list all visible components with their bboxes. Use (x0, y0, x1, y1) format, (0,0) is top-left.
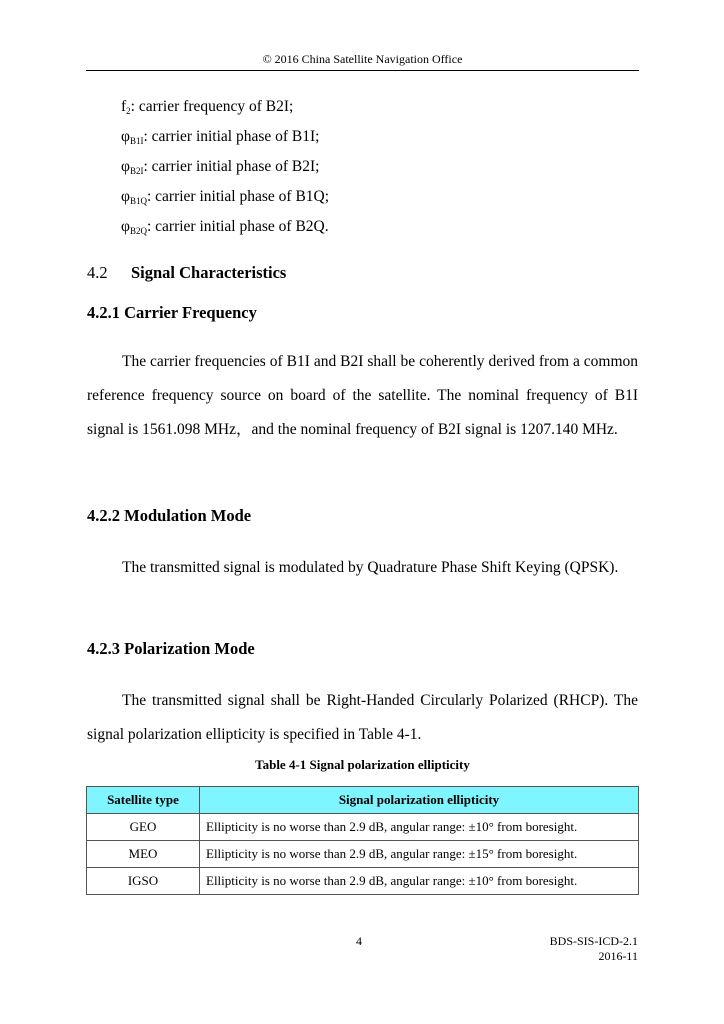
paragraph-modulation-mode: The transmitted signal is modulated by Quadrature Phase Shift Keying (QPSK). (122, 559, 619, 576)
definition-item (121, 92, 329, 122)
definition-item (121, 152, 329, 182)
section-title: Signal Characteristics (131, 263, 287, 282)
definition-symbol: φ (121, 128, 130, 145)
definition-text: : carrier initial phase of B2Q. (146, 218, 329, 235)
table-caption: Table 4-1 Signal polarization ellipticity (255, 757, 470, 772)
heading-polarization-mode: 4.2.3 Polarization Mode (87, 639, 255, 658)
table-row (87, 868, 639, 895)
document-code: BDS-SIS-ICD-2.1 (549, 934, 638, 948)
document-id (550, 934, 638, 964)
definition-symbol: f (121, 98, 127, 115)
polarization-table (86, 786, 639, 895)
definition-symbol: φ (121, 188, 130, 205)
definition-item (121, 212, 329, 242)
table-row (87, 814, 639, 841)
ellipticity-cell: Ellipticity is no worse than 2.9 dB, angular range: ±10° from boresight. (200, 868, 639, 895)
heading-carrier-frequency: 4.2.1 Carrier Frequency (87, 303, 257, 322)
definition-symbol: φ (121, 218, 130, 235)
table-header-row (87, 787, 639, 814)
definition-symbol: φ (121, 158, 130, 175)
heading-modulation-mode: 4.2.2 Modulation Mode (87, 506, 252, 525)
satellite-type-cell: GEO (87, 814, 200, 841)
table-row (87, 841, 639, 868)
page-header: © 2016 China Satellite Navigation Office (86, 52, 639, 71)
definition-subscript: B1I (129, 136, 144, 146)
definition-subscript: B2I (129, 166, 144, 176)
definition-text: : carrier initial phase of B1Q; (146, 188, 330, 205)
section-number: 4.2 (87, 263, 108, 282)
definition-text: : carrier initial phase of B2I; (143, 158, 320, 175)
column-header: Satellite type (87, 787, 200, 814)
definition-subscript: B1Q (129, 196, 147, 206)
document-date: 2016-11 (598, 949, 638, 963)
definition-text: : carrier initial phase of B1I; (143, 128, 320, 145)
definition-subscript: B2Q (129, 226, 147, 236)
satellite-type-cell: IGSO (87, 868, 200, 895)
page-number: 4 (356, 934, 362, 948)
ellipticity-cell: Ellipticity is no worse than 2.9 dB, angular range: ±10° from boresight. (200, 814, 639, 841)
satellite-type-cell: MEO (87, 841, 200, 868)
symbol-definitions (121, 92, 329, 242)
section-heading-4-2 (87, 263, 286, 283)
definition-item (121, 122, 329, 152)
definition-text: : carrier frequency of B2I; (130, 98, 294, 115)
definition-subscript: 2 (126, 106, 131, 116)
paragraph-polarization-mode: The transmitted signal shall be Right-Handed Circularly Polarized (RHCP). The signal polarization ellipticity is specified in Table 4-1. (87, 692, 638, 743)
ellipticity-cell: Ellipticity is no worse than 2.9 dB, angular range: ±15° from boresight. (200, 841, 639, 868)
paragraph-carrier-frequency: The carrier frequencies of B1I and B2I shall be coherently derived from a common reference frequency source on board of the satellite. The nominal frequency of B1I signal is 1561.098 MHz，and the nominal frequency of B2I signal is 1207.140 MHz. (87, 353, 638, 438)
column-header: Signal polarization ellipticity (200, 787, 639, 814)
definition-item (121, 182, 329, 212)
